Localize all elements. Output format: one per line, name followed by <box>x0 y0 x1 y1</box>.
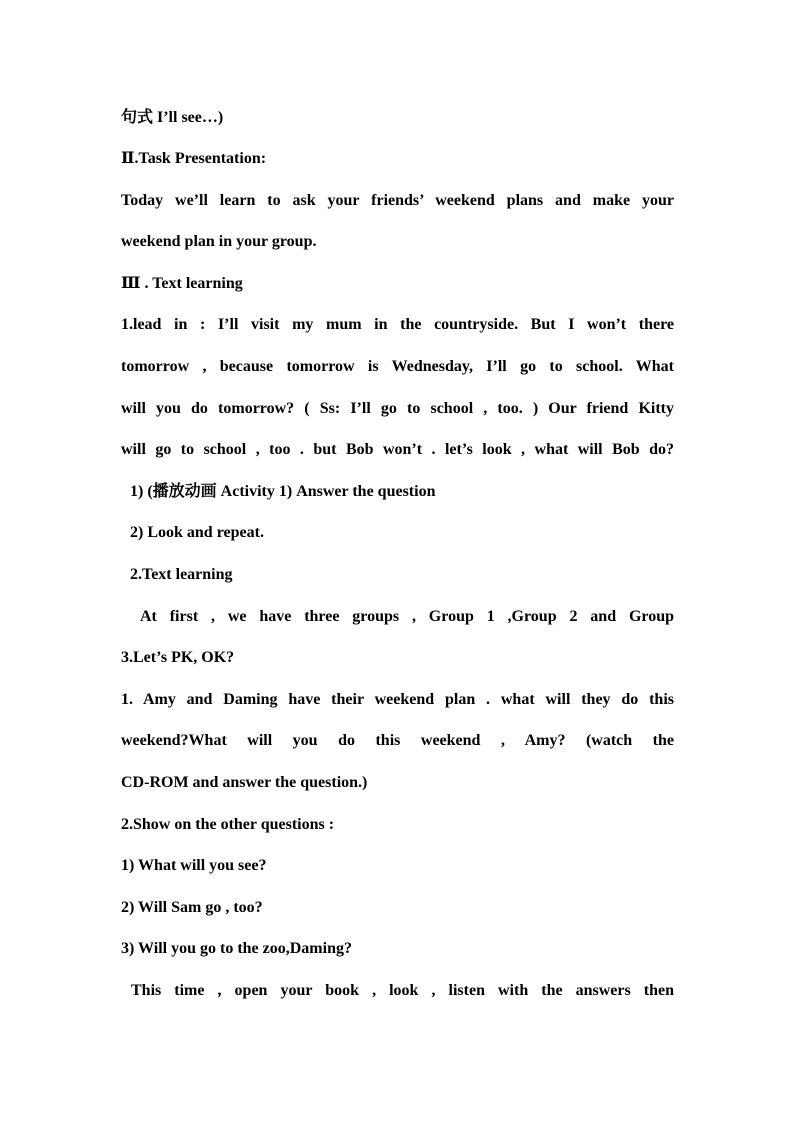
list-item: 2) Will Sam go , too? <box>121 899 263 916</box>
text-line: will go to school , too . but Bob won’t . let’s look , what will Bob do? <box>121 441 674 458</box>
text-line: weekend?What will you do this weekend , Amy? (watch the <box>121 732 674 749</box>
text-line: 1. Amy and Daming have their weekend plan . what will they do this <box>121 691 674 708</box>
list-item: 1) (播放动画 Activity 1) Answer the question <box>130 483 436 500</box>
text-line: This time , open your book , look , listen with the answers then <box>131 982 674 999</box>
list-item: 2) Look and repeat. <box>130 524 264 541</box>
text-line: 1.lead in : I’ll visit my mum in the countryside. But I won’t there <box>121 316 674 333</box>
list-item: 3) Will you go to the zoo,Daming? <box>121 940 352 957</box>
heading-text-learning: Ⅲ . Text learning <box>121 275 243 292</box>
heading-task-presentation: Ⅱ.Task Presentation: <box>121 150 267 167</box>
text-line: CD-ROM and answer the question.) <box>121 774 368 791</box>
text-line-pattern: 句式 I’ll see…) <box>121 109 224 126</box>
text-line: 3.Let’s PK, OK? <box>121 649 235 666</box>
text-line: At first , we have three groups , Group 1 ,Group 2 and Group <box>140 608 674 625</box>
text-line: tomorrow , because tomorrow is Wednesday, I’ll go to school. What <box>121 358 674 375</box>
text-line: Today we’ll learn to ask your friends’ weekend plans and make your <box>121 192 674 209</box>
text-line: 2.Show on the other questions : <box>121 816 335 833</box>
text-line: will you do tomorrow? ( Ss: I’ll go to school , too. ) Our friend Kitty <box>121 400 674 417</box>
text-line: weekend plan in your group. <box>121 233 317 250</box>
list-item: 1) What will you see? <box>121 857 267 874</box>
subheading-text-learning: 2.Text learning <box>130 566 233 583</box>
